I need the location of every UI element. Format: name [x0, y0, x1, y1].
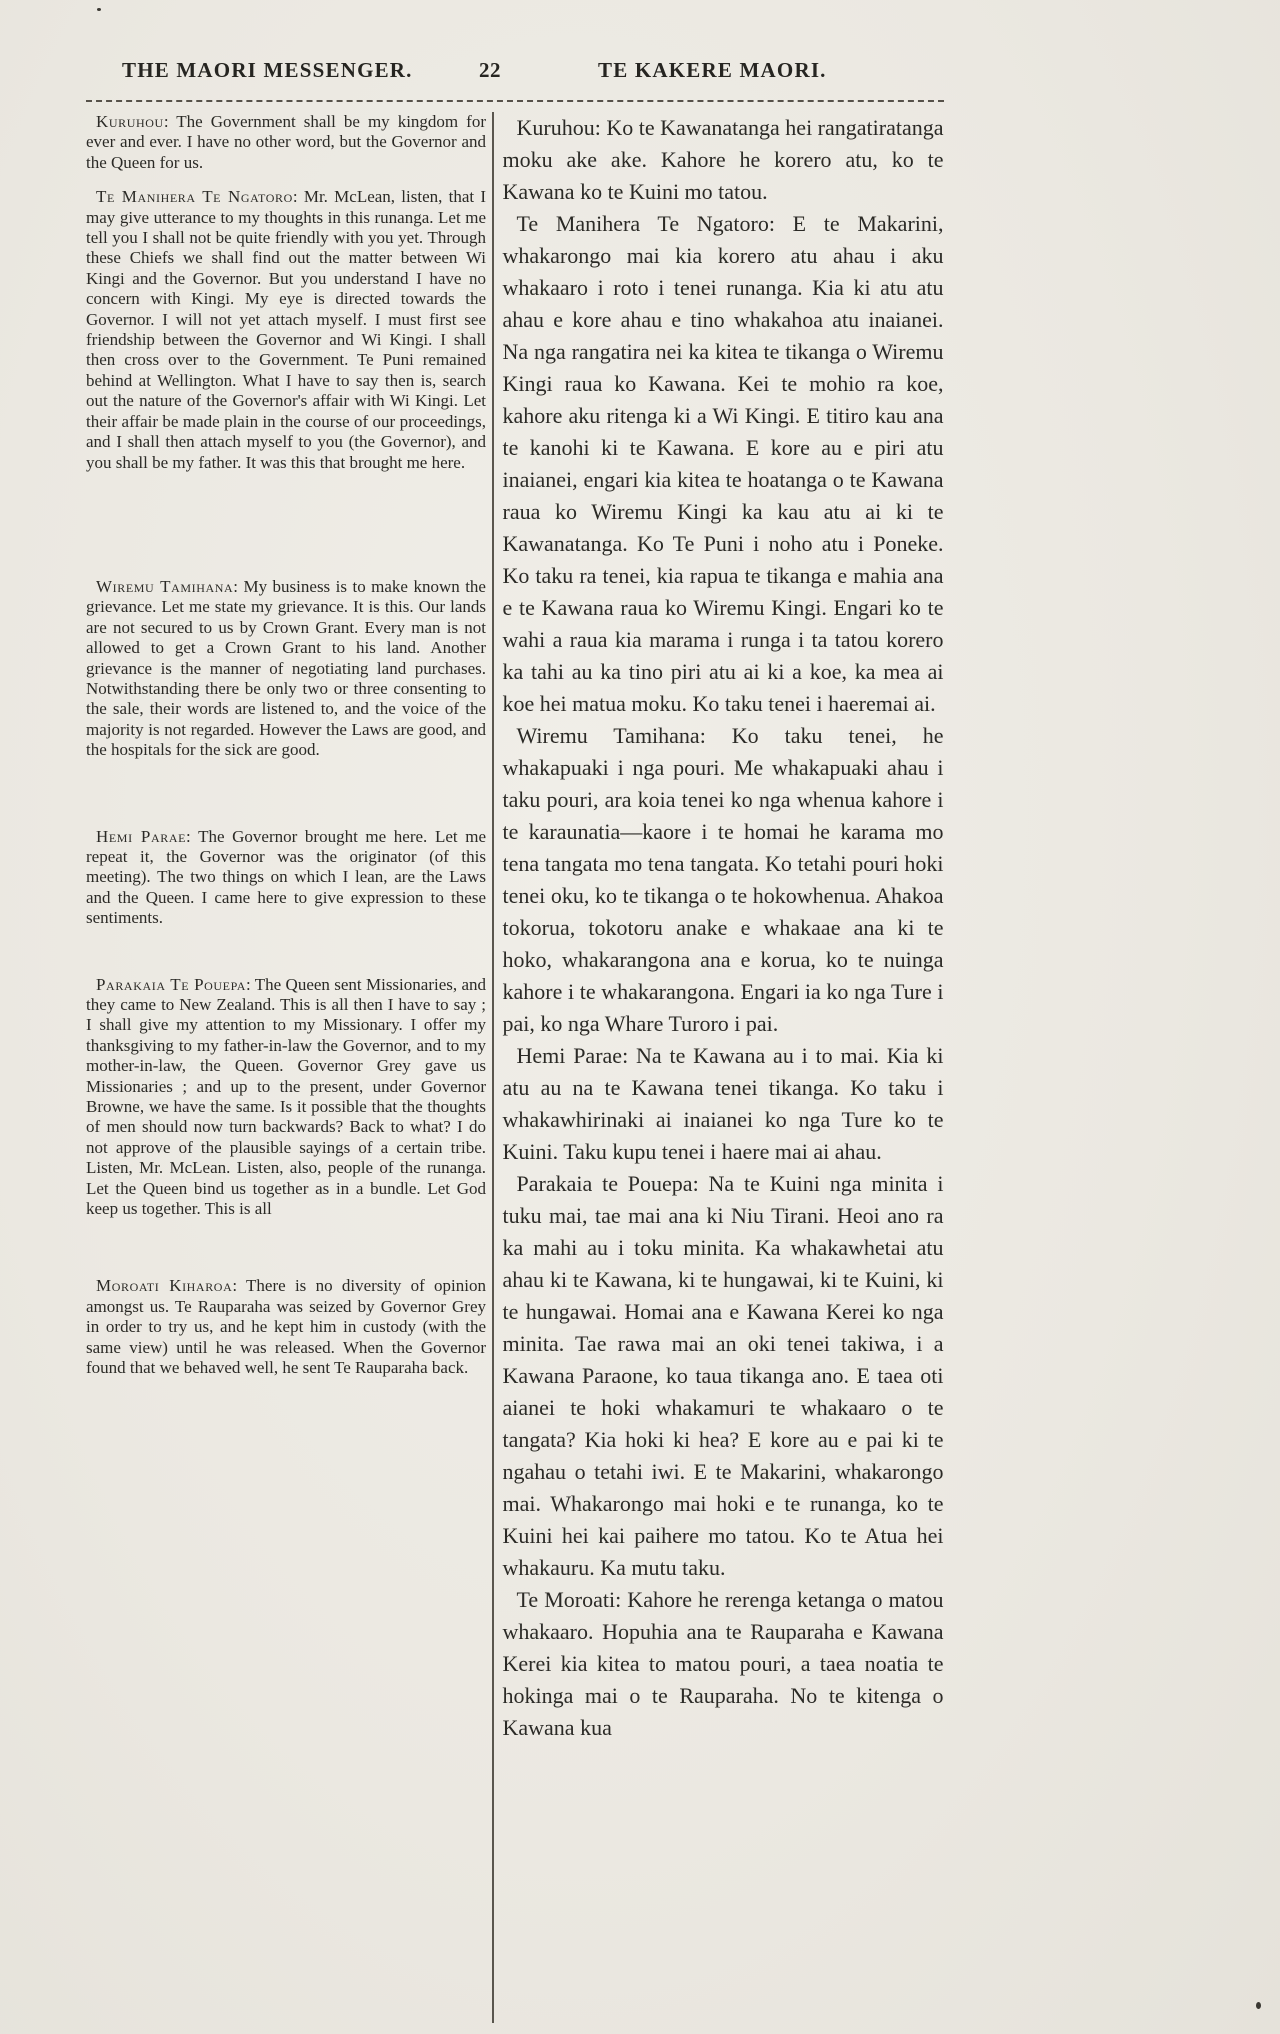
speech-paragraph: Moroati Kiharoa: There is no diversity of opinion amongst us. Te Rauparaha was seized by Governor Grey in order to try us, and he kept him in custody (with the same view) until he was released. When the Governor found that we behaved well, he sent Te Rauparaha back. [86, 1276, 486, 1378]
speaker-name: Wiremu Tamihana [96, 576, 234, 596]
speech-paragraph: Parakaia te Pouepa: Na te Kuini nga minita i tuku mai, tae mai ana ki Niu Tirani. Heoi ano ra ka mahi au i toku minita. Ka whakawhetai atu ahau ki te Kawana, ki te hungawai, ki te Kuini, ki te hungawai. Homai ana e Kawana Kerei ko nga minita. Tae rawa mai an oki tenei takiwa, i a Kawana Paraone, ko taua tikanga ano. E taea oti aianei te hoki whakamuri te whakaaro o te tangata? Kia hoki ki hea? E kore au e pai ki te ngahau o tetahi iwi. E te Makarini, whakarongo mai. Whakarongo mai hoki e te runanga, ko te Kuini hei kai paihere mo tatou. Ko te Atua hei whakauru. Ka mutu taku. [502, 1171, 944, 1580]
maori-text-column [503, 112, 944, 2023]
column-divider [492, 112, 494, 2023]
speech-paragraph: Parakaia Te Pouepa: The Queen sent Missionaries, and they came to New Zealand. This is all then I have to say ; I shall give my attention to my Missionary. I offer my thanksgiving to my father-in-law the Governor, and to my mother-in-law, the Queen. Governor Grey gave us Missionaries ; and up to the present, under Governor Browne, we have the same. Is it possible that the thoughts of men should now turn backwards? Back to what? I do not approve of the plausible sayings of a certain tribe. Listen, Mr. McLean. Listen, also, people of the runanga. Let the Queen bind us together as in a bundle. Let God keep us together. This is all [86, 974, 486, 1219]
masthead-title-english: THE MAORI MESSENGER. [122, 58, 413, 82]
english-text-column [86, 112, 486, 2023]
page-number: 22 [479, 58, 501, 82]
speech-paragraph: Te Moroati: Kahore he rerenga ketanga o matou whakaaro. Hopuhia ana te Rauparaha e Kawana Kerei kia kitea to matou pouri, a taea noatia te hokinga mai o te Rauparaha. No te kitenga o Kawana kua [502, 1587, 944, 1740]
speaker-name: Wiremu Tamihana [516, 723, 700, 748]
speaker-name: Moroati Kiharoa [96, 1276, 233, 1296]
speech-paragraph: Wiremu Tamihana: Ko taku tenei, he whakapuaki i nga pouri. Me whakapuaki ahau i taku pouri, ara koia tenei ko nga whenua kahore i te karaunatia—kaore i te homai he karama mo tena tangata mo tena tangata. Ko tetahi pouri hoki tenei oku, ko te tikanga o te hokowhenua. Ahakoa tokorua, tokotoru anake e whakaae ana ki te hoko, whakarangona ana e korua, ko te nuinga kahore i te whakarangona. Engari ia ko nga Ture i pai, ko nga Whare Turoro i pai. [502, 723, 944, 1036]
scan-artifact-speck [97, 8, 101, 11]
scan-artifact-speck [1256, 2002, 1261, 2009]
speech-paragraph: Te Manihera Te Ngatoro: Mr. McLean, listen, that I may give utterance to my thoughts in this runanga. Let me tell you I shall not be quite friendly with you yet. Through these Chiefs we shall find out the matter between Wi Kingi and the Governor. But you understand I have no concern with Kingi. My eye is directed towards the Governor. I will not yet attach myself. I must first see friendship between the Governor and Wi Kingi. I shall then cross over to the Government. Te Puni remained behind at Wellington. What I have to say then is, search out the nature of the Governor's affair with Wi Kingi. Let their affair be made plain in the course of our proceedings, and I shall then attach myself to you (the Governor), and you shall be my father. It was this that brought me here. [86, 187, 486, 472]
speaker-name: Parakaia te Pouepa [516, 1171, 693, 1196]
speaker-name: Parakaia Te Pouepa [96, 974, 247, 994]
speech-paragraph: Hemi Parae: Na te Kawana au i to mai. Kia ki atu au na te Kawana tenei tikanga. Ko taku i whakawhirinaki ai inaianei ko nga Ture ko te Kuini. Taku kupu tenei i haere mai ai ahau. [502, 1043, 944, 1164]
speech-paragraph: Kuruhou: Ko te Kawanatanga hei rangatiratanga moku ake ake. Kahore he korero atu, ko te Kawana ko te Kuini mo tatou. [502, 115, 944, 204]
speaker-name: Kuruhou [516, 115, 595, 140]
speech-paragraph: Hemi Parae: The Governor brought me here. Let me repeat it, the Governor was the originator (of this meeting). The two things on which I lean, are the Laws and the Queen. I came here to give expression to these sentiments. [86, 826, 486, 928]
speaker-name: Te Manihera Te Ngatoro [96, 187, 293, 207]
speaker-name: Hemi Parae [516, 1043, 623, 1068]
masthead [86, 0, 944, 100]
speech-paragraph: Te Manihera Te Ngatoro: E te Makarini, whakarongo mai kia korero atu ahau i aku whakaaro i roto i tenei runanga. Kia ki atu atu ahau e kore ahau e tino whakahoa atu inaianei. Na nga rangatira nei ka kitea te tikanga o Wiremu Kingi raua ko Kawana. Kei te mohio ra koe, kahore aku ritenga ki a Wi Kingi. E titiro kau ana te kanohi ki te Kawana. E kore au e piri atu inaianei, engari kia kitea te hoatanga o te Kawana raua ko Wiremu Kingi ka kau atu ai ki te Kawanatanga. Ko Te Puni i noho atu i Poneke. Ko taku ra tenei, kia rapua te tikanga e mahia ana e te Kawana raua ko Wiremu Kingi. Engari ko te wahi a raua kia marama i runga i ta tatou korero ka tahi au ka tino piri atu ai ki a koe, ka mea ai koe hei matua moku. Ko taku tenei i haeremai ai. [502, 211, 944, 716]
speaker-name: Te Moroati [516, 1587, 616, 1612]
speech-paragraph: Wiremu Tamihana: My business is to make known the grievance. Let me state my grievance. It is this. Our lands are not secured to us by Crown Grant. Every man is not allowed to get a Crown Grant to his land. Another grievance is the manner of negotiating land purchases. Notwithstanding there be only two or three consenting to the sale, their words are listened to, and the voice of the majority is not regarded. However the Laws are good, and the hospitals for the sick are good. [86, 576, 486, 760]
speaker-name: Te Manihera Te Ngatoro [516, 211, 769, 236]
speaker-name: Hemi Parae [96, 826, 187, 846]
document-page [86, 0, 944, 2034]
speech-paragraph: Kuruhou: The Government shall be my kingdom for ever and ever. I have no other word, but the Governor and the Queen for us. [86, 112, 486, 172]
speaker-name: Kuruhou [96, 112, 164, 131]
two-column-body [86, 102, 944, 2023]
masthead-title-maori: TE KAKERE MAORI. [598, 58, 827, 82]
